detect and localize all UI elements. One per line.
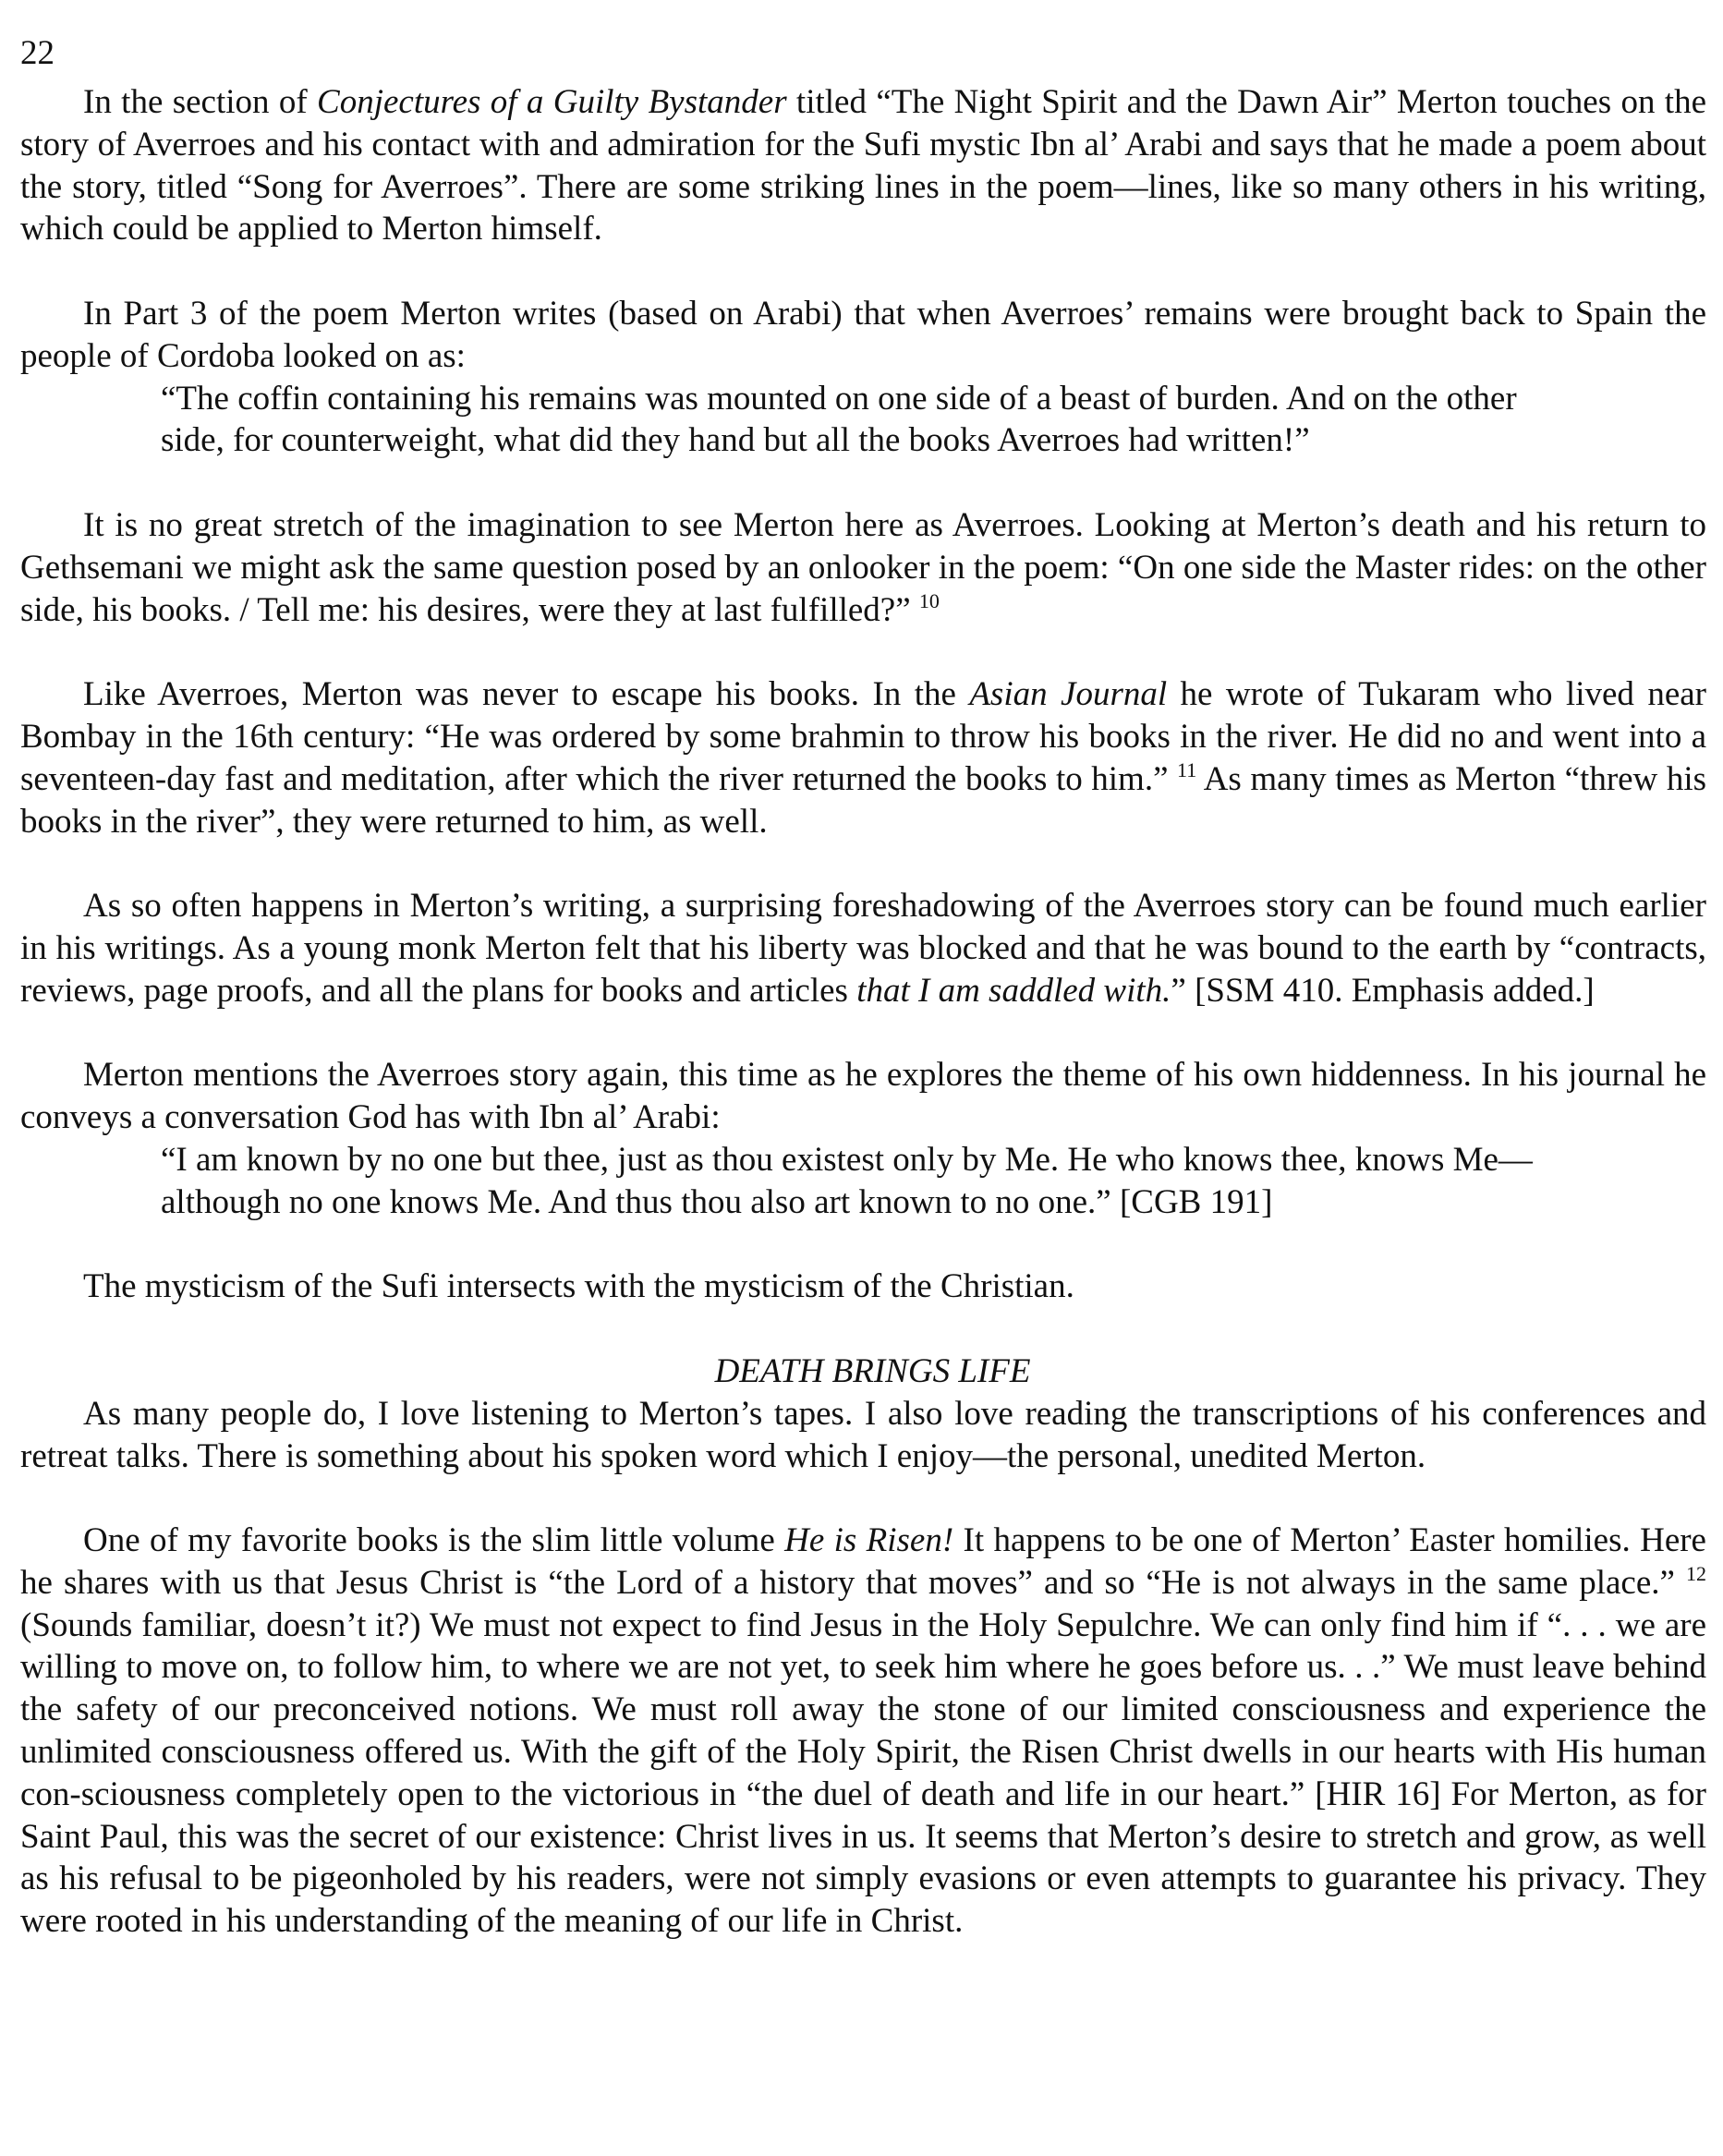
paragraph-text: Like Averroes, Merton was never to escape his books. In the	[83, 675, 970, 714]
paragraph-2: In Part 3 of the poem Merton writes (based on Arabi) that when Averroes’ remains were brought back to Spain the people of Cordoba looked on as:	[20, 294, 1706, 375]
paragraph-text: titled “The Night Spirit and the Dawn Air” Merton touches on the story of Averroes and his contact with and admiration for the Sufi mystic Ibn al’ Arabi and says that he made a poem about the story, titled “Song for Averroes”. There are some striking lines in the poem—lines, like so many others in his writing, which could be applied to Merton himself.	[20, 83, 1707, 248]
book-title: Conjectures of a Guilty Bystander	[317, 83, 787, 121]
section-heading: DEATH BRINGS LIFE	[714, 1351, 1031, 1390]
paragraph-4	[20, 673, 1706, 842]
paragraph-6: Merton mentions the Averroes story again, this time as he explores the theme of his own hiddenness. In his journal he conveys a conversation God has with Ibn al’ Arabi:	[20, 1056, 1706, 1137]
paragraph-text: It happens to be one of Merton’ Easter homilies. Here he shares with us that Jesus Christ is “the Lord of a history that moves” and so “He is not always in the same place.”	[20, 1521, 1706, 1602]
paragraph-text: As so often happens in Merton’s writing, a surprising foreshadowing of the Averroes story can be found much earlier in his writings. As a young monk Merton felt that his liberty was blocked and that he was bound to the earth by “contracts, reviews, page proofs, and all the plans for books and articles	[20, 887, 1706, 1010]
document-page	[20, 35, 1706, 1985]
emphasized-text: that I am saddled with.	[856, 971, 1171, 1010]
paragraph-text: One of my favorite books is the slim little volume	[83, 1521, 785, 1560]
footnote-marker: 12	[1686, 1561, 1706, 1585]
paragraph-text: In the section of	[83, 83, 318, 121]
paragraph-text: (Sounds familiar, doesn’t it?) We must not expect to find Jesus in the Holy Sepulchre. We can only find him if “. . . we are willing to move on, to follow him, to where we are not yet, to seek him where he goes before us. . .” We must leave behind the safety of our preconceived notions. We must roll away the stone of our limited consciousness and experience the unlimited consciousness offered us. With the gift of the Holy Spirit, the Risen Christ dwells in our hearts with His human con-sciousness completely open to the victorious in “the duel of death and life in our heart.” [HIR 16] For Merton, as for Saint Paul, this was the secret of our existence: Christ lives in us. It seems that Merton’s desire to stretch and grow, as well as his refusal to be pigeonholed by his readers, were not simply evasions or even attempts to guarantee his privacy. They were rooted in his understanding of the meaning of our life in Christ.	[20, 1605, 1706, 1941]
paragraph-7: The mysticism of the Sufi intersects with the mysticism of the Christian.	[83, 1267, 1074, 1306]
footnote-marker: 11	[1177, 757, 1197, 781]
paragraph-text: he wrote of Tukaram who lived near Bombay in the 16th century: “He was ordered by some brahmin to throw his books in the river. He did no and went into a seventeen-day fast and meditation, after which the river returned the books to him.”	[20, 675, 1706, 798]
paragraph-3	[20, 504, 1706, 631]
paragraph-text: As many times as Merton “threw his books in the river”, they were returned to him, as well.	[20, 759, 1706, 841]
book-title: Asian Journal	[969, 675, 1168, 714]
block-quote-1: “The coffin containing his remains was mounted on one side of a beast of burden. And on the other side, for counterweight, what did they hand but all the books Averroes had written!”	[161, 379, 1517, 460]
paragraph-8: As many people do, I love listening to Merton’s tapes. I also love reading the transcriptions of his conferences and retreat talks. There is something about his spoken word which I enjoy—the personal, unedited Merton.	[20, 1394, 1706, 1475]
block-quote-2: “I am known by no one but thee, just as thou existest only by Me. He who knows thee, knows Me—although no one knows Me. And thus thou also art known to no one.” [CGB 191]	[161, 1140, 1533, 1221]
paragraph-text: ” [SSM 410. Emphasis added.]	[1171, 971, 1595, 1010]
page-number: 22	[20, 34, 55, 72]
paragraph-text: It is no great stretch of the imagination to see Merton here as Averroes. Looking at Merton’s death and his return to Gethsemani we might ask the same question posed by an onlooker in the poem: “On one side the Master rides: on the other side, his books. / Tell me: his desires, were they at last fulfilled?”	[20, 505, 1706, 629]
paragraph-9	[20, 1520, 1706, 1943]
paragraph-5	[20, 885, 1706, 1011]
footnote-marker: 10	[918, 588, 940, 612]
book-title: He is Risen!	[784, 1521, 954, 1560]
paragraph-1	[20, 81, 1706, 250]
